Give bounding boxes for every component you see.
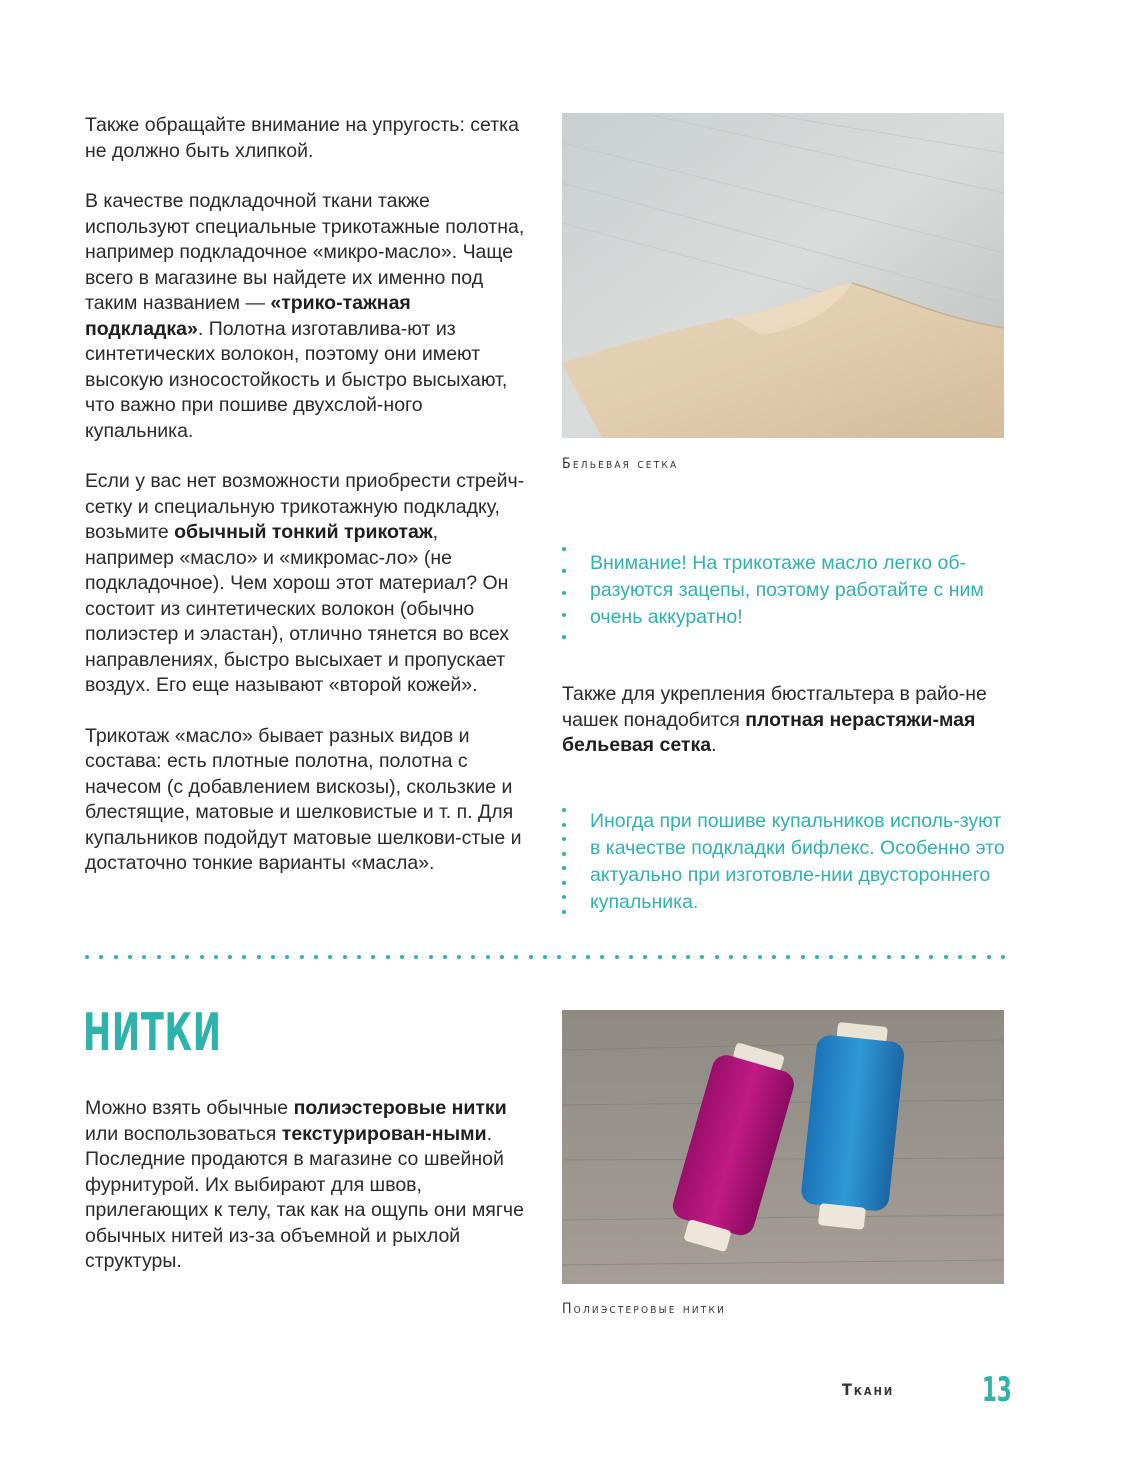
section-divider [85,955,1005,959]
dot [562,837,566,841]
text-span: , например «масло» и «микромас-ло» (не подкладочное). Чем хорош этот материал? Он состоит из синтетических волокон (обычно полиэстер и эластан), отлично тянется во всех направлениях, быстро высыхает и пропускает воздух. Его еще называют «второй кожей». [85,521,509,696]
dot [242,955,246,959]
dot [1001,955,1005,959]
dot [562,635,566,639]
dot [729,955,733,959]
paragraph-threads [85,1096,535,1275]
dot [615,955,619,959]
dot [858,955,862,959]
dot [844,955,848,959]
dot [400,955,404,959]
dot [543,955,547,959]
dot [328,955,332,959]
dot [514,955,518,959]
dot [157,955,161,959]
paragraph-lining [85,189,530,444]
dot [629,955,633,959]
threads-heading: НИТКИ [83,1003,222,1063]
dot [987,955,991,959]
dot [257,955,261,959]
dot [786,955,790,959]
dot [972,955,976,959]
dot [386,955,390,959]
footer-section-label: Ткани [842,1380,895,1399]
dot [471,955,475,959]
dot [343,955,347,959]
dot [357,955,361,959]
text-span: Можно взять обычные [85,1097,294,1119]
dot [371,955,375,959]
mesh-fabric-image [562,113,1004,438]
dot [529,955,533,959]
dot [562,910,566,914]
dot [944,955,948,959]
paragraph-alternative [85,469,530,699]
dot [672,955,676,959]
dot [562,866,566,870]
text-span: В качестве подкладочной ткани также используют специальные трикотажные полотна, например подкладочное «микро-масло». Чаще всего в магазине вы найдете их именно под таким названием — [85,190,525,314]
dot [443,955,447,959]
text-span: Также для укрепления бюстгальтера в райо-не чашек понадобится [562,683,987,731]
note-attention: Внимание! На трикотаже масло легко об-разуются зацепы, поэтому работайте с ним очень аккуратно! [590,552,984,628]
dot [915,955,919,959]
note-biflex: Иногда при пошиве купальников исполь-зуют в качестве подкладки бифлекс. Особенно это актуально при изготовле-нии двустороннего купальника. [590,810,1005,913]
dot [271,955,275,959]
dot [686,955,690,959]
text-span: . Полотна изготавлива-ют из синтетических волокон, поэтому они имеют высокую износостойкость и быстро высыхают, что важно при пошиве двухслой-ного купальника. [85,317,508,442]
dot [815,955,819,959]
dot [562,613,566,617]
dot [557,955,561,959]
dot [285,955,289,959]
dot [414,955,418,959]
thread-spools-image [562,1010,1004,1284]
dot [562,881,566,885]
dot [829,955,833,959]
dot [200,955,204,959]
dot [429,955,433,959]
dot [114,955,118,959]
dot [715,955,719,959]
caption-threads: Полиэстеровые нитки [562,1301,726,1317]
text-span: Если у вас нет возможности приобрести стрейч-сетку и специальную трикотажную подкладку, возьмите [85,470,525,543]
dot [500,955,504,959]
bold-term: обычный тонкий трикотаж [174,521,433,543]
bold-term: «трико-тажная подкладка» [85,292,411,340]
dot [700,955,704,959]
dot [872,955,876,959]
caption-mesh: Бельевая сетка [562,456,679,472]
dot [562,547,566,551]
dot [901,955,905,959]
dot [572,955,576,959]
mesh-fabric-photo [562,113,1004,438]
dot [562,823,566,827]
dot [300,955,304,959]
dot [958,955,962,959]
page-number: 13 [982,1370,1012,1410]
dot [314,955,318,959]
dot [600,955,604,959]
dot [562,852,566,856]
threads-heading-wrap [83,1003,276,1063]
bold-term: полиэстеровые нитки [293,1097,507,1119]
text-span: или воспользоваться [85,1122,282,1145]
dot [228,955,232,959]
dot [128,955,132,959]
dot [185,955,189,959]
dot [562,808,566,812]
dot [214,955,218,959]
dot [562,591,566,595]
dot [142,955,146,959]
dot [457,955,461,959]
dot [929,955,933,959]
dot [562,895,566,899]
dot [486,955,490,959]
dot [85,955,89,959]
text-span: . Последние продаются в магазине со швейной фурнитурой. Их выбирают для швов, прилегающих к телу, так как на ощупь они мягче обычных нитей из-за объемной и рыхлой структуры. [85,1122,524,1272]
dot [887,955,891,959]
note-dots-left [562,808,566,914]
paragraph-elasticity: Также обращайте внимание на упругость: сетка не должно быть хлипкой. [85,114,519,162]
dot [658,955,662,959]
paragraph-maslo-types: Трикотаж «масло» бывает разных видов и состава: есть плотные полотна, полотна с начесом (с добавлением вискозы), скользкие и блестящие, матовые и шелковистые и т. п. Для купальников подойдут матовые шелкови-стые и достаточно тонкие варианты «масла». [85,724,522,874]
dot [99,955,103,959]
bold-term: текстурирован-ными [281,1122,487,1145]
text-span: . [711,734,717,756]
bold-term: плотная нерастяжи-мая бельевая сетка [562,708,976,756]
dot [772,955,776,959]
dot [801,955,805,959]
dot [758,955,762,959]
note-dots-left [562,547,566,639]
dot [743,955,747,959]
left-column [85,113,530,902]
dot [643,955,647,959]
dot [171,955,175,959]
threads-photo [562,1010,1004,1284]
dot [586,955,590,959]
dot [562,569,566,573]
paragraph-bra-mesh [562,682,1007,759]
